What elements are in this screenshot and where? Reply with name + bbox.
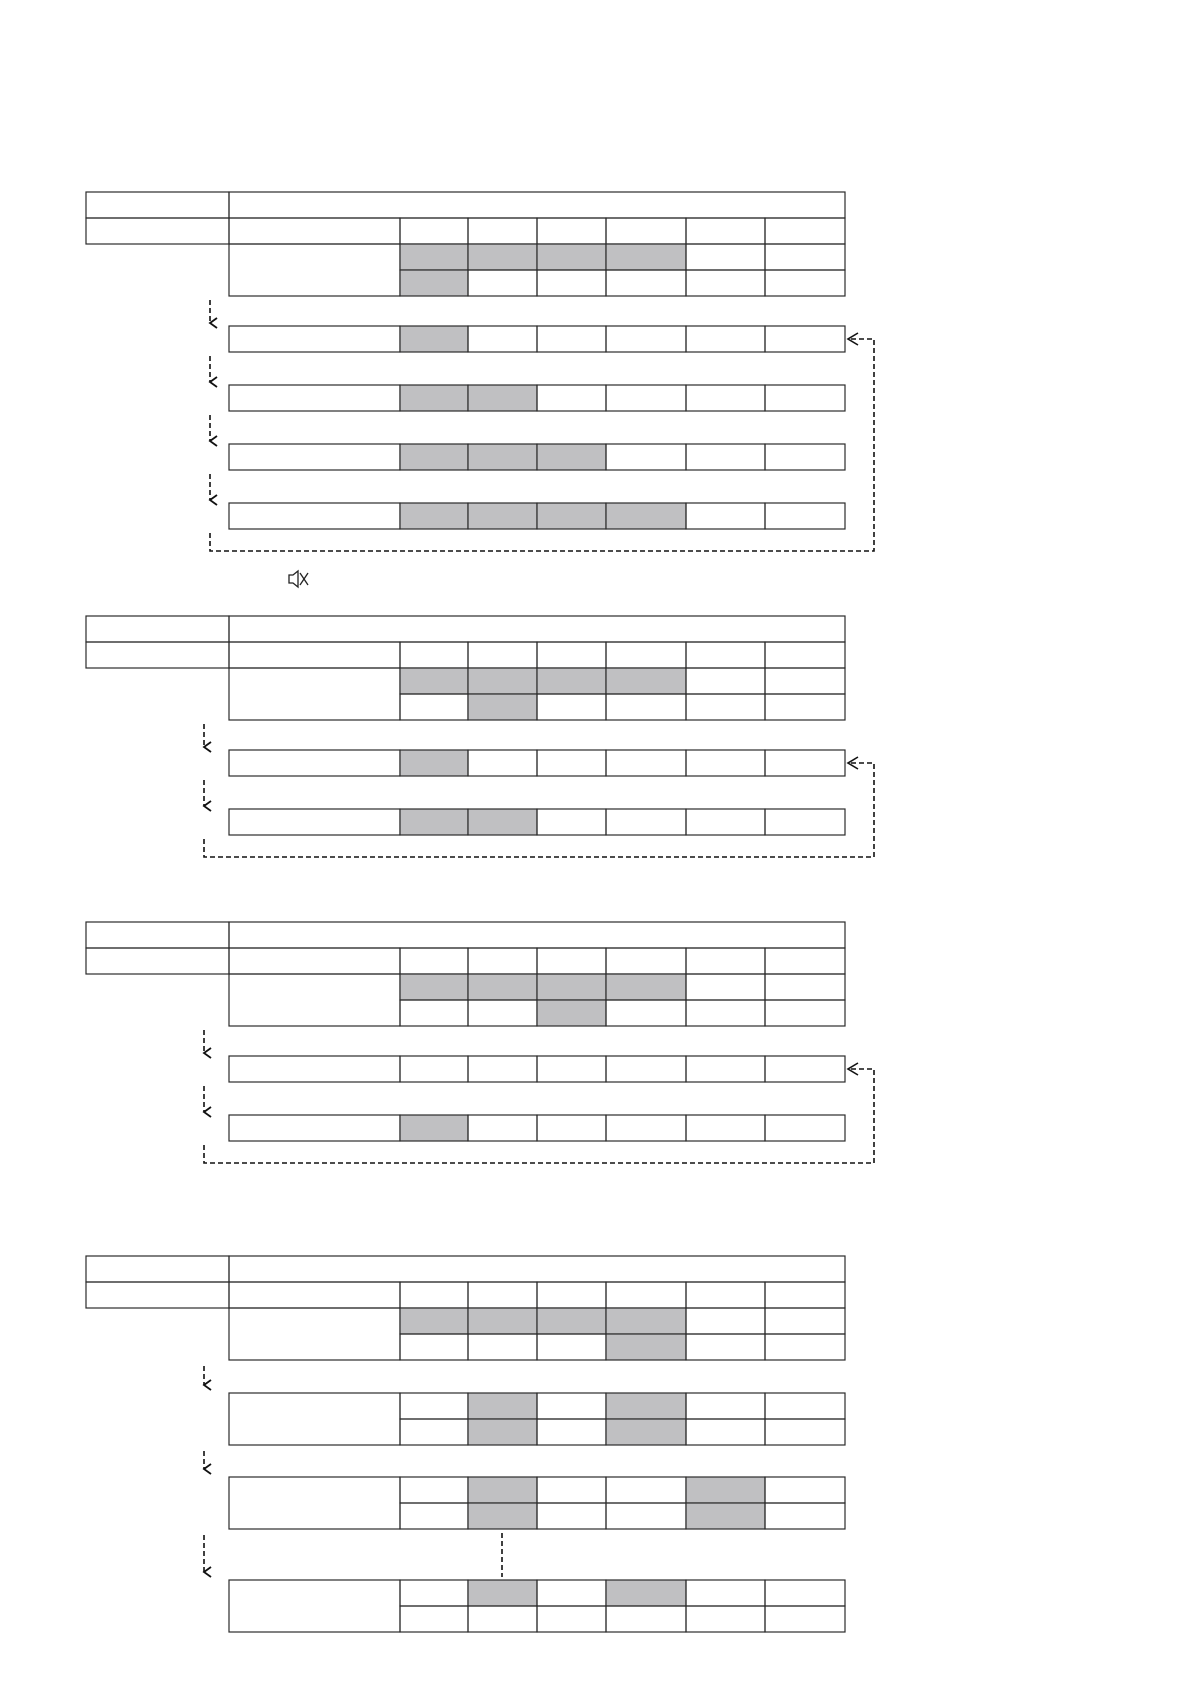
- step-2-cell-2: [468, 385, 537, 411]
- step-2-cell-1: [400, 809, 468, 835]
- header-sub-label-cell: [86, 948, 229, 974]
- speaker-muted-icon: [287, 568, 311, 590]
- step-1-cell-5: [686, 326, 765, 352]
- initial-state-row-1-cell-3: [537, 974, 606, 1000]
- step-2-cell-5: [686, 1115, 765, 1141]
- initial-state-row-2-cell-1: [400, 694, 468, 720]
- step-1-cell-6: [765, 1056, 845, 1082]
- step-3-cell-1: [400, 444, 468, 470]
- step-2-row-1-cell-5: [686, 1477, 765, 1503]
- header-sub-name-cell: [229, 948, 400, 974]
- step-3-row-2-cell-1: [400, 1606, 468, 1632]
- initial-state-row-1-cell-4: [606, 668, 686, 694]
- step-2-cell-4: [606, 385, 686, 411]
- initial-state-row-1-cell-6: [765, 974, 845, 1000]
- header-row-cell-4: [606, 1282, 686, 1308]
- step-1-cell-6: [765, 326, 845, 352]
- initial-state-row-1-cell-4: [606, 1308, 686, 1334]
- step-2-row-2-cell-6: [765, 1503, 845, 1529]
- step-1-cell-2: [468, 326, 537, 352]
- initial-state-row-1-cell-6: [765, 1308, 845, 1334]
- step-1-row-1-cell-1: [400, 1393, 468, 1419]
- step-3-cell-5: [686, 444, 765, 470]
- step-4-cell-6: [765, 503, 845, 529]
- step-2-cell-6: [765, 385, 845, 411]
- initial-state-row-2-cell-2: [468, 694, 537, 720]
- initial-state-row-1-cell-5: [686, 668, 765, 694]
- step-2-label: [229, 809, 400, 835]
- step-2-row-1-cell-1: [400, 1477, 468, 1503]
- step-1-cell-4: [606, 750, 686, 776]
- header-sub-label-cell: [86, 642, 229, 668]
- step-2-row-1-cell-6: [765, 1477, 845, 1503]
- initial-state-row-1-cell-6: [765, 244, 845, 270]
- step-3-row-1-cell-3: [537, 1580, 606, 1606]
- step-2-cell-5: [686, 809, 765, 835]
- step-2-row-2-cell-5: [686, 1503, 765, 1529]
- initial-state-row-1-cell-2: [468, 1308, 537, 1334]
- initial-state-row-2-cell-3: [537, 270, 606, 296]
- initial-state-row-1-cell-1: [400, 244, 468, 270]
- initial-state-label: [229, 1308, 400, 1360]
- header-label-cell: [86, 1256, 229, 1282]
- header-row-cell-5: [686, 1282, 765, 1308]
- initial-state-row-2-cell-6: [765, 694, 845, 720]
- initial-state-row-1-cell-4: [606, 244, 686, 270]
- step-3-row-1-cell-4: [606, 1580, 686, 1606]
- step-2-row-2-cell-1: [400, 1503, 468, 1529]
- step-1-row-1-cell-6: [765, 1393, 845, 1419]
- initial-state-row-2-cell-5: [686, 694, 765, 720]
- state-block-2: [86, 616, 874, 857]
- step-1-cell-1: [400, 1056, 468, 1082]
- header-row-cell-3: [537, 218, 606, 244]
- header-row-cell-1: [400, 948, 468, 974]
- header-title-cell: [229, 616, 845, 642]
- initial-state-row-1-cell-1: [400, 974, 468, 1000]
- initial-state-row-2-cell-5: [686, 1000, 765, 1026]
- step-1-cell-2: [468, 750, 537, 776]
- step-2-cell-3: [537, 1115, 606, 1141]
- loop-back-path: [204, 1069, 874, 1163]
- initial-state-row-2-cell-4: [606, 1000, 686, 1026]
- step-1-row-2-cell-1: [400, 1419, 468, 1445]
- step-1-row-1-cell-4: [606, 1393, 686, 1419]
- initial-state-row-2-cell-3: [537, 1000, 606, 1026]
- state-block-1: [86, 192, 874, 551]
- header-title-cell: [229, 192, 845, 218]
- step-1-row-1-cell-2: [468, 1393, 537, 1419]
- header-title-cell: [229, 1256, 845, 1282]
- loop-back-path: [204, 763, 874, 857]
- step-4-cell-4: [606, 503, 686, 529]
- step-1-row-1-cell-5: [686, 1393, 765, 1419]
- header-title-cell: [229, 922, 845, 948]
- initial-state-row-1-cell-5: [686, 244, 765, 270]
- header-row-cell-3: [537, 642, 606, 668]
- step-3-label: [229, 444, 400, 470]
- step-1-label: [229, 1393, 400, 1445]
- step-4-label: [229, 503, 400, 529]
- initial-state-row-1-cell-3: [537, 1308, 606, 1334]
- step-2-row-2-cell-4: [606, 1503, 686, 1529]
- header-row-cell-2: [468, 948, 537, 974]
- step-2-row-1-cell-3: [537, 1477, 606, 1503]
- step-1-cell-1: [400, 326, 468, 352]
- initial-state-row-2-cell-3: [537, 694, 606, 720]
- step-3-row-2-cell-6: [765, 1606, 845, 1632]
- step-1-cell-5: [686, 750, 765, 776]
- step-3-cell-4: [606, 444, 686, 470]
- initial-state-row-2-cell-6: [765, 1000, 845, 1026]
- initial-state-row-1-cell-2: [468, 668, 537, 694]
- step-2-cell-5: [686, 385, 765, 411]
- header-row-cell-2: [468, 642, 537, 668]
- header-label-cell: [86, 616, 229, 642]
- initial-state-row-2-cell-5: [686, 270, 765, 296]
- initial-state-row-1-cell-2: [468, 974, 537, 1000]
- step-4-cell-1: [400, 503, 468, 529]
- step-1-row-2-cell-6: [765, 1419, 845, 1445]
- initial-state-row-1-cell-6: [765, 668, 845, 694]
- step-2-cell-1: [400, 1115, 468, 1141]
- step-1-cell-2: [468, 1056, 537, 1082]
- header-row-cell-5: [686, 218, 765, 244]
- initial-state-row-1-cell-3: [537, 668, 606, 694]
- step-2-row-2-cell-2: [468, 1503, 537, 1529]
- step-2-label: [229, 1115, 400, 1141]
- header-sub-name-cell: [229, 218, 400, 244]
- initial-state-row-2-cell-1: [400, 1000, 468, 1026]
- header-row-cell-6: [765, 948, 845, 974]
- header-row-cell-6: [765, 1282, 845, 1308]
- header-row-cell-5: [686, 642, 765, 668]
- header-row-cell-3: [537, 1282, 606, 1308]
- step-1-cell-5: [686, 1056, 765, 1082]
- step-1-label: [229, 750, 400, 776]
- step-1-cell-1: [400, 750, 468, 776]
- header-row-cell-4: [606, 642, 686, 668]
- step-1-cell-6: [765, 750, 845, 776]
- header-row-cell-5: [686, 948, 765, 974]
- step-2-cell-1: [400, 385, 468, 411]
- header-label-cell: [86, 922, 229, 948]
- header-sub-label-cell: [86, 1282, 229, 1308]
- header-sub-name-cell: [229, 1282, 400, 1308]
- header-row-cell-2: [468, 1282, 537, 1308]
- initial-state-row-2-cell-4: [606, 694, 686, 720]
- step-2-cell-3: [537, 809, 606, 835]
- state-block-3: [86, 922, 874, 1163]
- step-1-row-2-cell-4: [606, 1419, 686, 1445]
- initial-state-row-2-cell-4: [606, 1334, 686, 1360]
- step-3-cell-2: [468, 444, 537, 470]
- step-1-cell-3: [537, 750, 606, 776]
- initial-state-row-1-cell-1: [400, 1308, 468, 1334]
- step-2-row-1-cell-4: [606, 1477, 686, 1503]
- initial-state-row-2-cell-2: [468, 270, 537, 296]
- step-1-row-2-cell-3: [537, 1419, 606, 1445]
- step-3-row-1-cell-1: [400, 1580, 468, 1606]
- header-row-cell-6: [765, 642, 845, 668]
- initial-state-row-1-cell-5: [686, 974, 765, 1000]
- header-row-cell-1: [400, 218, 468, 244]
- step-1-row-2-cell-2: [468, 1419, 537, 1445]
- step-3-cell-6: [765, 444, 845, 470]
- step-3-row-1-cell-5: [686, 1580, 765, 1606]
- header-row-cell-4: [606, 948, 686, 974]
- header-row-cell-4: [606, 218, 686, 244]
- step-3-cell-3: [537, 444, 606, 470]
- step-2-cell-4: [606, 1115, 686, 1141]
- step-2-cell-6: [765, 809, 845, 835]
- step-2-row-1-cell-2: [468, 1477, 537, 1503]
- step-3-row-2-cell-3: [537, 1606, 606, 1632]
- initial-state-row-2-cell-1: [400, 270, 468, 296]
- header-sub-name-cell: [229, 642, 400, 668]
- initial-state-label: [229, 974, 400, 1026]
- diagram-root: [86, 192, 874, 1632]
- initial-state-label: [229, 668, 400, 720]
- step-2-cell-2: [468, 1115, 537, 1141]
- initial-state-row-2-cell-6: [765, 1334, 845, 1360]
- step-3-row-1-cell-6: [765, 1580, 845, 1606]
- step-1-label: [229, 326, 400, 352]
- step-1-cell-4: [606, 1056, 686, 1082]
- initial-state-row-1-cell-3: [537, 244, 606, 270]
- step-4-cell-5: [686, 503, 765, 529]
- step-1-cell-3: [537, 326, 606, 352]
- step-4-cell-2: [468, 503, 537, 529]
- step-2-cell-3: [537, 385, 606, 411]
- step-3-row-2-cell-2: [468, 1606, 537, 1632]
- header-row-cell-1: [400, 642, 468, 668]
- initial-state-row-2-cell-6: [765, 270, 845, 296]
- step-3-row-2-cell-5: [686, 1606, 765, 1632]
- step-1-label: [229, 1056, 400, 1082]
- initial-state-row-2-cell-2: [468, 1334, 537, 1360]
- initial-state-row-2-cell-3: [537, 1334, 606, 1360]
- initial-state-row-1-cell-4: [606, 974, 686, 1000]
- state-block-4: [86, 1256, 845, 1632]
- initial-state-row-1-cell-5: [686, 1308, 765, 1334]
- step-1-cell-3: [537, 1056, 606, 1082]
- step-1-cell-4: [606, 326, 686, 352]
- initial-state-row-2-cell-5: [686, 1334, 765, 1360]
- initial-state-row-1-cell-1: [400, 668, 468, 694]
- header-row-cell-1: [400, 1282, 468, 1308]
- step-1-row-2-cell-5: [686, 1419, 765, 1445]
- step-2-label: [229, 385, 400, 411]
- initial-state-row-2-cell-2: [468, 1000, 537, 1026]
- header-row-cell-3: [537, 948, 606, 974]
- initial-state-label: [229, 244, 400, 296]
- step-3-row-2-cell-4: [606, 1606, 686, 1632]
- step-2-cell-2: [468, 809, 537, 835]
- header-label-cell: [86, 192, 229, 218]
- step-3-row-1-cell-2: [468, 1580, 537, 1606]
- initial-state-row-2-cell-4: [606, 270, 686, 296]
- header-row-cell-2: [468, 218, 537, 244]
- step-2-cell-6: [765, 1115, 845, 1141]
- step-2-cell-4: [606, 809, 686, 835]
- step-2-row-2-cell-3: [537, 1503, 606, 1529]
- step-2-label: [229, 1477, 400, 1529]
- step-3-label: [229, 1580, 400, 1632]
- step-1-row-1-cell-3: [537, 1393, 606, 1419]
- step-4-cell-3: [537, 503, 606, 529]
- header-row-cell-6: [765, 218, 845, 244]
- initial-state-row-2-cell-1: [400, 1334, 468, 1360]
- initial-state-row-1-cell-2: [468, 244, 537, 270]
- header-sub-label-cell: [86, 218, 229, 244]
